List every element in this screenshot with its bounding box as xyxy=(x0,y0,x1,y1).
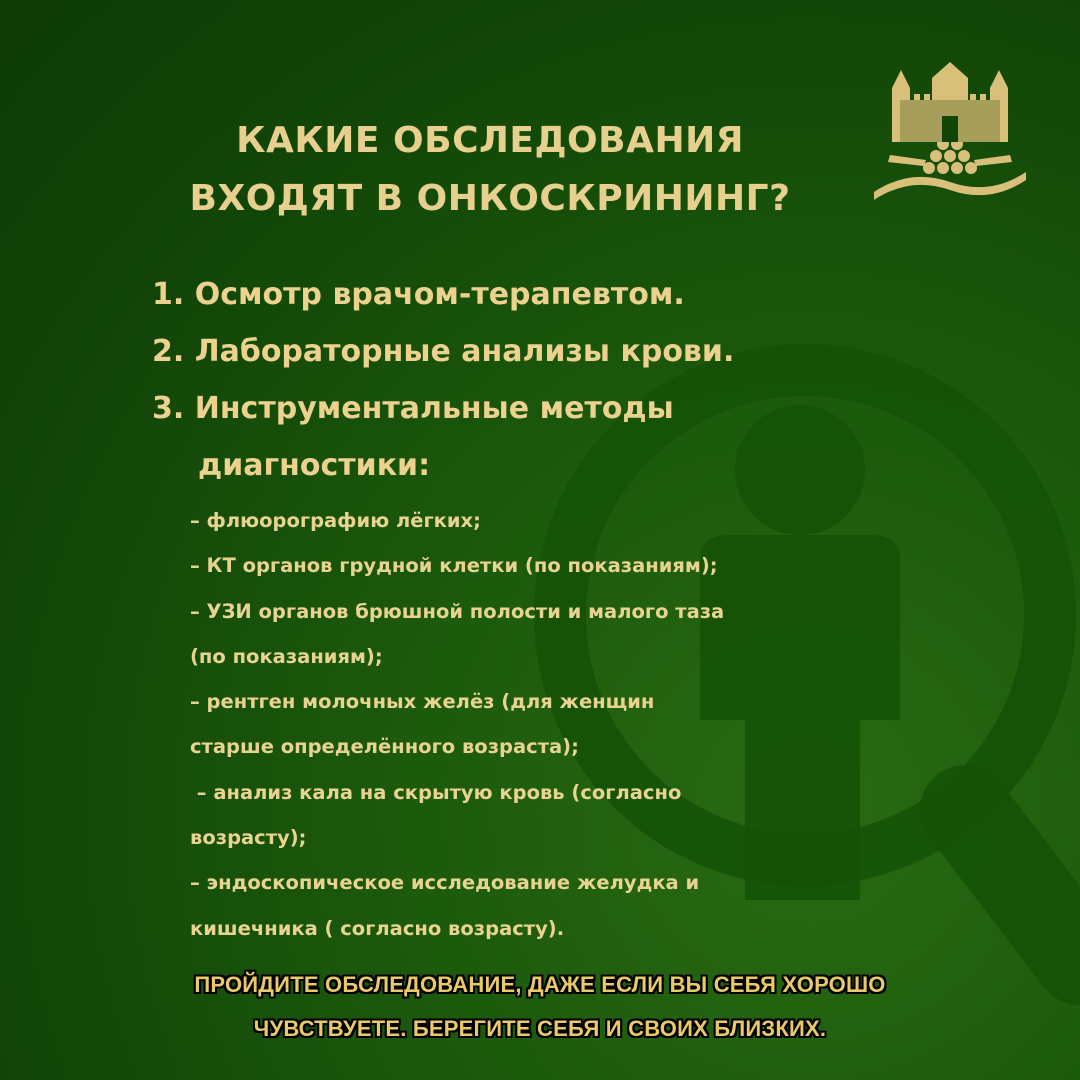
exam-list xyxy=(152,266,734,494)
list-item-instrumental: 3. Инструментальные методы xyxy=(152,391,674,426)
page-title xyxy=(160,112,820,228)
list-item: – анализ кала на скрытую кровь (согласно xyxy=(190,780,682,804)
diagnostics-sublist xyxy=(190,498,724,951)
list-item: – флюорографию лёгких; xyxy=(190,509,481,532)
list-item: – УЗИ органов брюшной полости и малого таза xyxy=(190,599,725,623)
footer-line-2: ЧУВСТВУЕТЕ. БЕРЕГИТЕ СЕБЯ И СВОИХ БЛИЗКИХ. xyxy=(253,1016,827,1041)
list-item-blood-tests: 2. Лабораторные анализы крови. xyxy=(152,334,735,369)
list-item-instrumental-continued: диагностики: xyxy=(198,448,431,483)
title-line-1: КАКИЕ ОБСЛЕДОВАНИЯ xyxy=(236,120,744,161)
list-item-therapist: 1. Осмотр врачом-терапевтом. xyxy=(152,277,685,312)
footer-line-1: ПРОЙДИТЕ ОБСЛЕДОВАНИЕ, ДАЖЕ ЕСЛИ ВЫ СЕБЯ ХОРОШО xyxy=(194,972,886,997)
call-to-action xyxy=(0,963,1080,1051)
list-item: – рентген молочных желёз (для женщин xyxy=(190,690,655,714)
city-emblem-icon xyxy=(870,60,1030,200)
list-item: – КТ органов грудной клетки (по показаниям); xyxy=(190,554,718,578)
list-item: – эндоскопическое исследование желудка и xyxy=(190,871,700,895)
list-item: кишечника ( согласно возрасту). xyxy=(190,916,565,940)
list-item: возрасту); xyxy=(190,826,307,850)
list-item: старше определённого возраста); xyxy=(190,735,579,759)
title-line-2: ВХОДЯТ В ОНКОСКРИНИНГ? xyxy=(189,178,791,219)
list-item: (по показаниям); xyxy=(190,644,383,668)
